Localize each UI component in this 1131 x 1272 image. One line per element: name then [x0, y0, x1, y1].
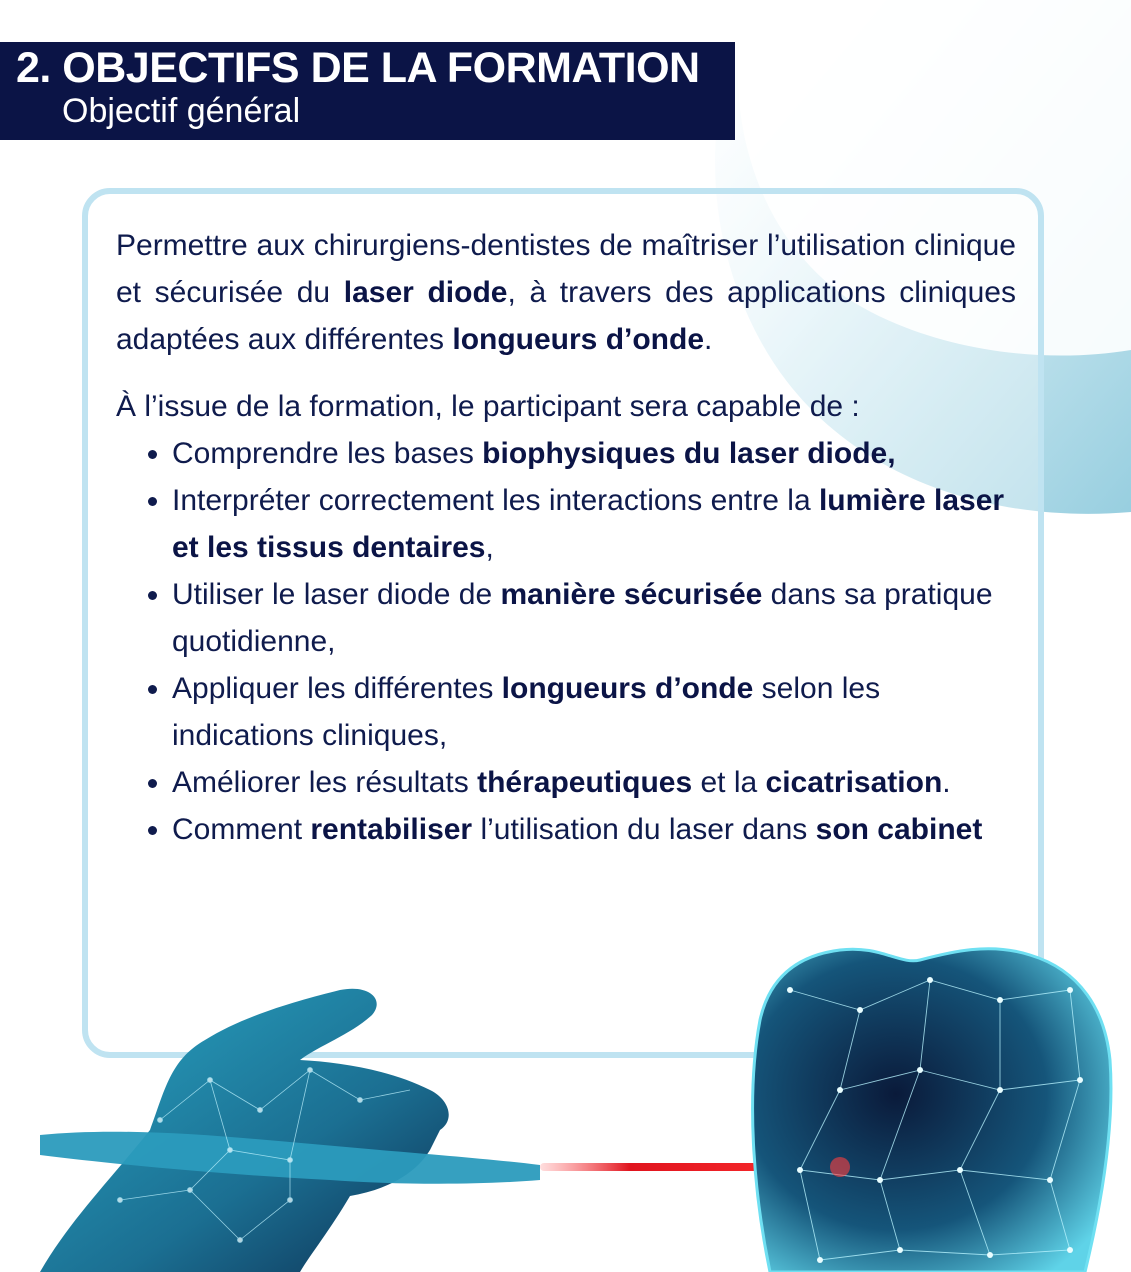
- objective-text: Comment: [172, 813, 311, 846]
- section-title: 2. OBJECTIFS DE LA FORMATION: [16, 44, 700, 92]
- objective-highlight: lumière laser et les tissus dentaires: [172, 484, 1005, 564]
- objective-text: dans sa pratique quotidienne,: [172, 578, 993, 658]
- laser-illustration: [0, 930, 1131, 1272]
- objective-item: [172, 759, 1016, 806]
- section-header: [0, 42, 735, 140]
- objective-item: [172, 571, 1016, 665]
- objective-item: [172, 477, 1016, 571]
- objective-text: .: [942, 766, 951, 799]
- objective-highlight: cicatrisation: [765, 766, 943, 799]
- objective-text: l’utilisation du laser dans: [472, 813, 816, 846]
- objectives-content: [116, 222, 1016, 853]
- intro-text: .: [704, 323, 713, 356]
- objective-text: Appliquer les différentes: [172, 672, 502, 705]
- objective-text: selon les indications cliniques,: [172, 672, 881, 752]
- objective-item: [172, 665, 1016, 759]
- objective-text: Comprendre les bases: [172, 437, 483, 470]
- objective-text: Utiliser le laser diode de: [172, 578, 501, 611]
- objective-highlight: manière sécurisée: [500, 578, 763, 611]
- objective-highlight: son cabinet: [815, 813, 983, 846]
- objective-item: [172, 430, 1016, 477]
- intro-text: Permettre aux chirurgiens-dentistes de maîtriser l’utilisation clinique et sécurisée du: [116, 229, 1016, 309]
- objective-text: et la: [692, 766, 766, 799]
- section-subtitle: Objectif général: [62, 92, 301, 130]
- intro-highlight: longueurs d’onde: [452, 323, 705, 356]
- objective-highlight: biophysiques du laser diode,: [482, 437, 896, 470]
- objectives-lead: À l’issue de la formation, le participant sera capable de :: [116, 390, 860, 423]
- objective-text: ,: [485, 531, 494, 564]
- objective-text: Interpréter correctement les interactions entre la: [172, 484, 819, 517]
- objective-highlight: rentabiliser: [310, 813, 473, 846]
- objective-highlight: longueurs d’onde: [501, 672, 754, 705]
- objectives-list: [116, 430, 1016, 853]
- hand-holding-laser-icon: [40, 989, 540, 1272]
- general-objective-text: [116, 222, 1016, 363]
- objective-item: [172, 806, 1016, 853]
- intro-text: , à travers des applications cliniques adaptées aux différentes: [116, 276, 1016, 356]
- tooth-mesh-icon: [753, 949, 1111, 1272]
- objective-highlight: thérapeutiques: [477, 766, 693, 799]
- objective-text: Améliorer les résultats: [172, 766, 478, 799]
- intro-highlight: laser diode: [343, 276, 508, 309]
